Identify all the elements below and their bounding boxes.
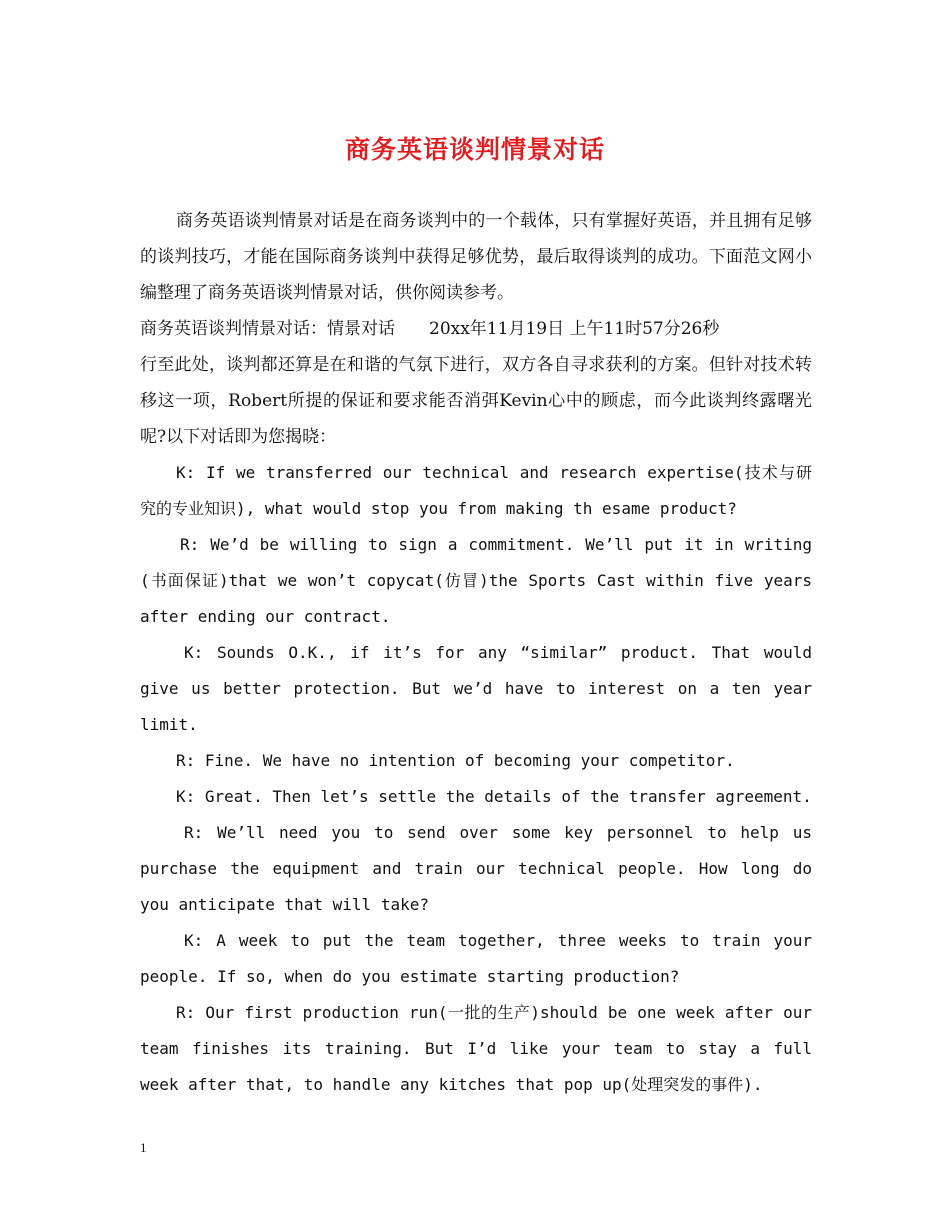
dialogue-line: R: Fine. We have no intention of becoming your competitor. [176, 751, 735, 770]
dialogue-line: K: A week to put the team together, three weeks to train your people. If so, when do you estimate starting production? [140, 931, 812, 986]
dialogue-line: K: Great. Then let’s settle the details of the transfer agreement. [176, 787, 812, 806]
heading-line: 商务英语谈判情景对话：情景对话 20xx年11月19日 上午11时57分26秒 [140, 319, 720, 339]
dialogue-line: K: If we transferred our technical and research expertise(技术与研究的专业知识), what would stop you from making th esame product? [140, 463, 812, 518]
dialogue-line: K: Sounds O.K., if it’s for any “similar” product. That would give us better protection. But we’d have to interest on a ten year limit. [140, 643, 812, 734]
page-number: 1 [140, 1140, 147, 1155]
page-title: 商务英语谈判情景对话 [344, 135, 605, 164]
document-body [140, 203, 812, 1103]
intro-paragraph: 商务英语谈判情景对话是在商务谈判中的一个载体，只有掌握好英语，并且拥有足够的谈判技巧，才能在国际商务谈判中获得足够优势，最后取得谈判的成功。下面范文网小编整理了商务英语谈判情景对话，供你阅读参考。 [140, 211, 812, 303]
dialogue-line: R: We’d be willing to sign a commitment. We’ll put it in writing (书面保证)that we won’t copycat(仿冒)the Sports Cast within five years after ending our contract. [140, 535, 812, 626]
context-paragraph: 行至此处，谈判都还算是在和谐的气氛下进行，双方各自寻求获利的方案。但针对技术转移这一项，Robert所提的保证和要求能否消弭Kevin心中的顾虑，而今此谈判终露曙光呢?以下对话即为您揭晓： [140, 355, 812, 447]
dialogue-line: R: We’ll need you to send over some key personnel to help us purchase the equipment and train our technical people. How long do you anticipate that will take? [140, 823, 812, 914]
dialogue-line: R: Our first production run(一批的生产)should be one week after our team finishes its training. But I’d like your team to stay a full week after that, to handle any kitches that pop up(处理突发的事件). [140, 1003, 812, 1094]
